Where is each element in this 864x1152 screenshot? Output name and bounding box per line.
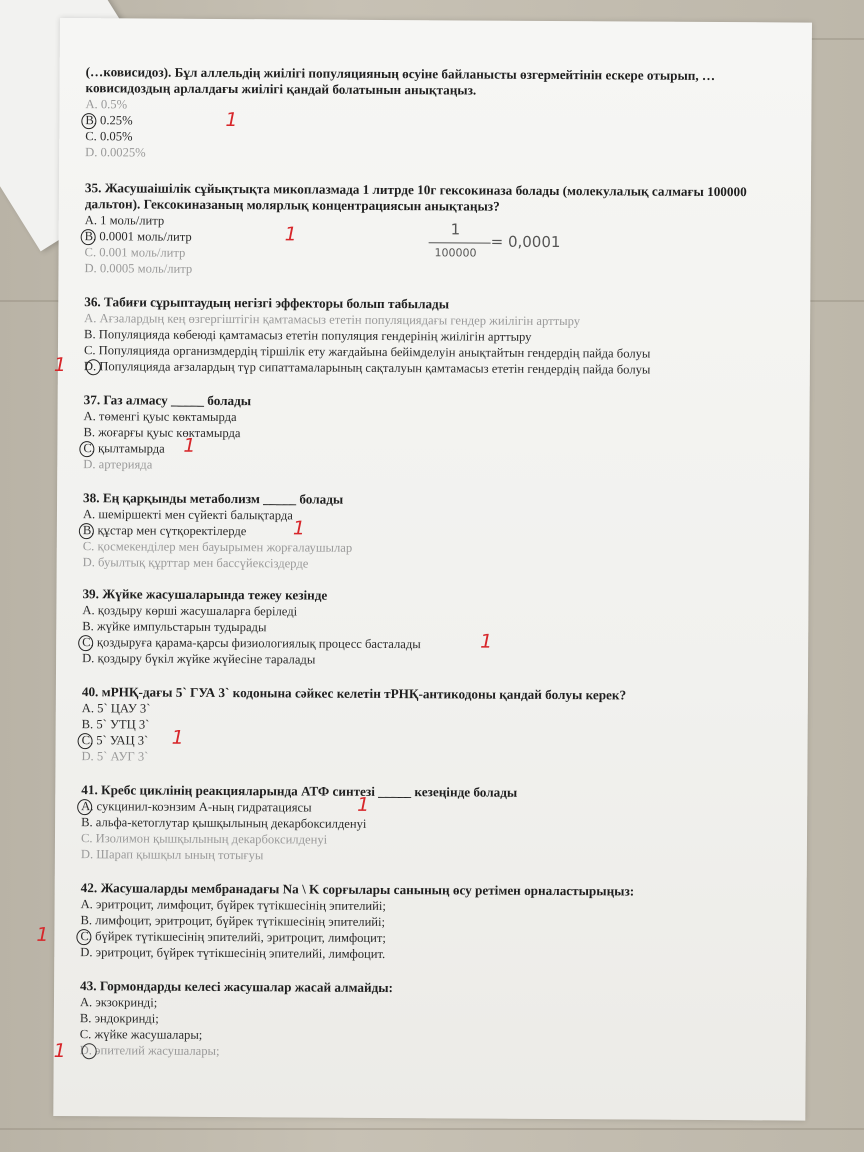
question-41 [81, 782, 781, 866]
question-stem: 35. Жасушаішілік сұйықтықта микоплазмада 1 литрде 10г гексокиназа болады (молекулалық салмағы 100000 дальтон). Гексокиназаның молярлық концентрациясын анықтаңыз? [84, 180, 747, 214]
option-a[interactable]: A. шеміршекті мен сүйекті балықтарда [82, 507, 293, 523]
option-b[interactable]: B. құстар мен сүтқоректілерде [83, 522, 783, 542]
score-mark: 1 [171, 726, 184, 749]
question-38 [83, 490, 783, 574]
question-stem: 36. Табиғи сұрыптаудың негізгі эффекторы болып табылады [84, 294, 450, 312]
pen-circle [78, 635, 93, 651]
question-stem: 39. Жүйке жасушаларында тежеу кезінде [82, 586, 328, 603]
question-stem: 40. мРНҚ-дағы 5` ГУА 3` кодонына сәйкес келетін тРНҚ-антикодоны қандай болуы керек? [81, 684, 627, 703]
option-a[interactable]: A. қоздыру көрші жасушаларға беріледі [82, 603, 298, 619]
option-c[interactable]: C. қосмекенділер мен бауырымен жорғалаушылар [82, 539, 353, 555]
option-c[interactable]: C. қылтамырда [83, 440, 783, 460]
score-mark: 1 [36, 923, 49, 946]
pen-circle [76, 929, 91, 945]
option-c[interactable]: C. 5` УАЦ 3` [82, 732, 782, 752]
option-d[interactable]: D. артерияда [83, 457, 153, 472]
score-mark: 1 [357, 793, 370, 816]
score-mark: 1 [53, 1039, 66, 1063]
pen-circle [79, 441, 94, 457]
option-b[interactable]: B. эндокринді; [79, 1011, 159, 1026]
option-b[interactable]: B. альфа-кетоглутар қышқылының декарбоксилденуі [81, 815, 367, 831]
question-36 [53, 294, 784, 378]
pen-circle [79, 523, 94, 539]
question-37 [83, 392, 783, 476]
option-d[interactable]: D. Популяцияда ағзалардың түр сипаттамаларының сақталуын қамтамасыз ететін гендердің пайда болуы [83, 359, 651, 377]
option-a[interactable]: A. 5` ЦАУ 3` [81, 701, 151, 716]
option-b[interactable]: B. жүйке импульстарын тудырады [82, 619, 267, 635]
score-mark: 1 [53, 353, 67, 377]
option-d[interactable]: D. Шарап қышқыл ының тотығуы [80, 847, 264, 863]
score-mark: 1 [292, 517, 306, 540]
calc-denominator: 100000 [434, 246, 477, 260]
score-mark: 1 [284, 223, 297, 246]
question-stem: 42. Жасушаларды мембранадағы Na \ K сорғылары санының өсу ретімен орналастырыңыз: [80, 880, 635, 899]
calc-result: = 0,0001 [490, 232, 561, 252]
option-c[interactable]: C. 0.05% [85, 129, 133, 144]
question-stem: 37. Газ алмасу _____ болады [83, 392, 252, 409]
exam-sheet [36, 18, 812, 1121]
option-d[interactable]: D. 5` АУГ 3` [81, 749, 149, 764]
score-mark: 1 [480, 630, 493, 653]
question-40 [81, 684, 781, 768]
option-d[interactable]: D. 0.0005 моль/литр [84, 261, 193, 276]
option-c[interactable]: C. бүйрек түтікшесінің эпителийі, эритроцит, лимфоцит; [80, 928, 780, 948]
option-b[interactable]: B. Популяцияда көбеюді қамтамасыз ететін популяция гендерінің жиілігін арттыру [84, 327, 532, 344]
option-b[interactable]: B. лимфоцит, эритроцит, бүйрек түтікшесінің эпителийі; [80, 913, 386, 930]
question-43 [53, 978, 780, 1063]
option-a[interactable]: A. экзокринді; [79, 995, 158, 1010]
option-a[interactable]: A. сукцинил-коэнзим А-ның гидратациясы [81, 798, 781, 818]
option-c[interactable]: C. 0.001 моль/литр [84, 245, 186, 260]
option-a[interactable]: A. 1 моль/литр [84, 213, 165, 228]
score-mark: 1 [225, 109, 238, 132]
option-d[interactable]: D. қоздыру бүкіл жүйке жүйесіне таралады [82, 651, 316, 667]
question-stem: (…ковисидоз). Бұл аллельдің жиілігі популяцияның өсуіне байланысты өзгермейтінін ескере отырып, …ковисидоздың арлалдағы жиілігі қандай болатынын анықтаңыз. [85, 64, 716, 98]
option-d[interactable]: D. эпителий жасушалары; [79, 1043, 220, 1058]
option-a[interactable]: A. эритроцит, лимфоцит, бүйрек түтікшесінің эпителийі; [80, 897, 386, 914]
option-d[interactable]: D. эритроцит, бүйрек түтікшесінің эпителийі, лимфоцит. [80, 945, 386, 962]
question-stem: 38. Ең қарқынды метаболизм _____ болады [83, 490, 344, 507]
calc-numerator: 1 [450, 220, 461, 239]
pen-circle [86, 359, 101, 375]
option-b[interactable]: B. 5` УТЦ 3` [81, 717, 150, 732]
option-c[interactable]: C. Изолимон қышқылының декарбоксилденуі [80, 831, 328, 847]
question-42 [36, 880, 780, 964]
option-d[interactable]: D. 0.0025% [85, 145, 146, 160]
pen-circle [78, 733, 93, 749]
option-a[interactable]: A. төменгі қуыс көктамырда [83, 409, 237, 425]
score-mark: 1 [183, 434, 196, 457]
question-35 [84, 180, 785, 280]
option-a[interactable]: A. 0.5% [85, 97, 128, 112]
option-c[interactable]: C. қоздыруға қарама-қарсы физиологиялық процесс басталады [82, 634, 782, 654]
pen-circle [81, 113, 96, 129]
option-b[interactable]: B. 0.0001 моль/литр [85, 228, 785, 248]
question-39 [82, 586, 782, 670]
question-34 [85, 64, 786, 164]
question-stem: 43. Гормондарды келесі жасушалар жасай алмайды: [80, 978, 394, 996]
option-b[interactable]: B. 0.25% [85, 112, 785, 132]
question-stem: 41. Кребс циклінің реакцияларында АТФ синтезі _____ кезеңінде болады [81, 782, 518, 800]
option-b[interactable]: B. жоғарғы қуыс көктамырда [83, 425, 241, 441]
option-d[interactable]: D. буылтық құрттар мен бассүйекcіздерде [82, 555, 309, 571]
option-c[interactable]: C. жүйке жасушалары; [79, 1027, 203, 1042]
option-c[interactable]: C. Популяцияда организмдердің тіршілік ету жағдайына бейімделуін анықтайтын гендердің пайда болуы [83, 343, 651, 361]
pen-circle [77, 799, 92, 815]
pen-circle [81, 229, 96, 245]
pen-circle [82, 1043, 97, 1059]
option-a[interactable]: A. Ағзалардың кең өзгергіштігін қамтамасыз ететін популяциядағы гендер жиілігін арттыру [84, 311, 581, 329]
